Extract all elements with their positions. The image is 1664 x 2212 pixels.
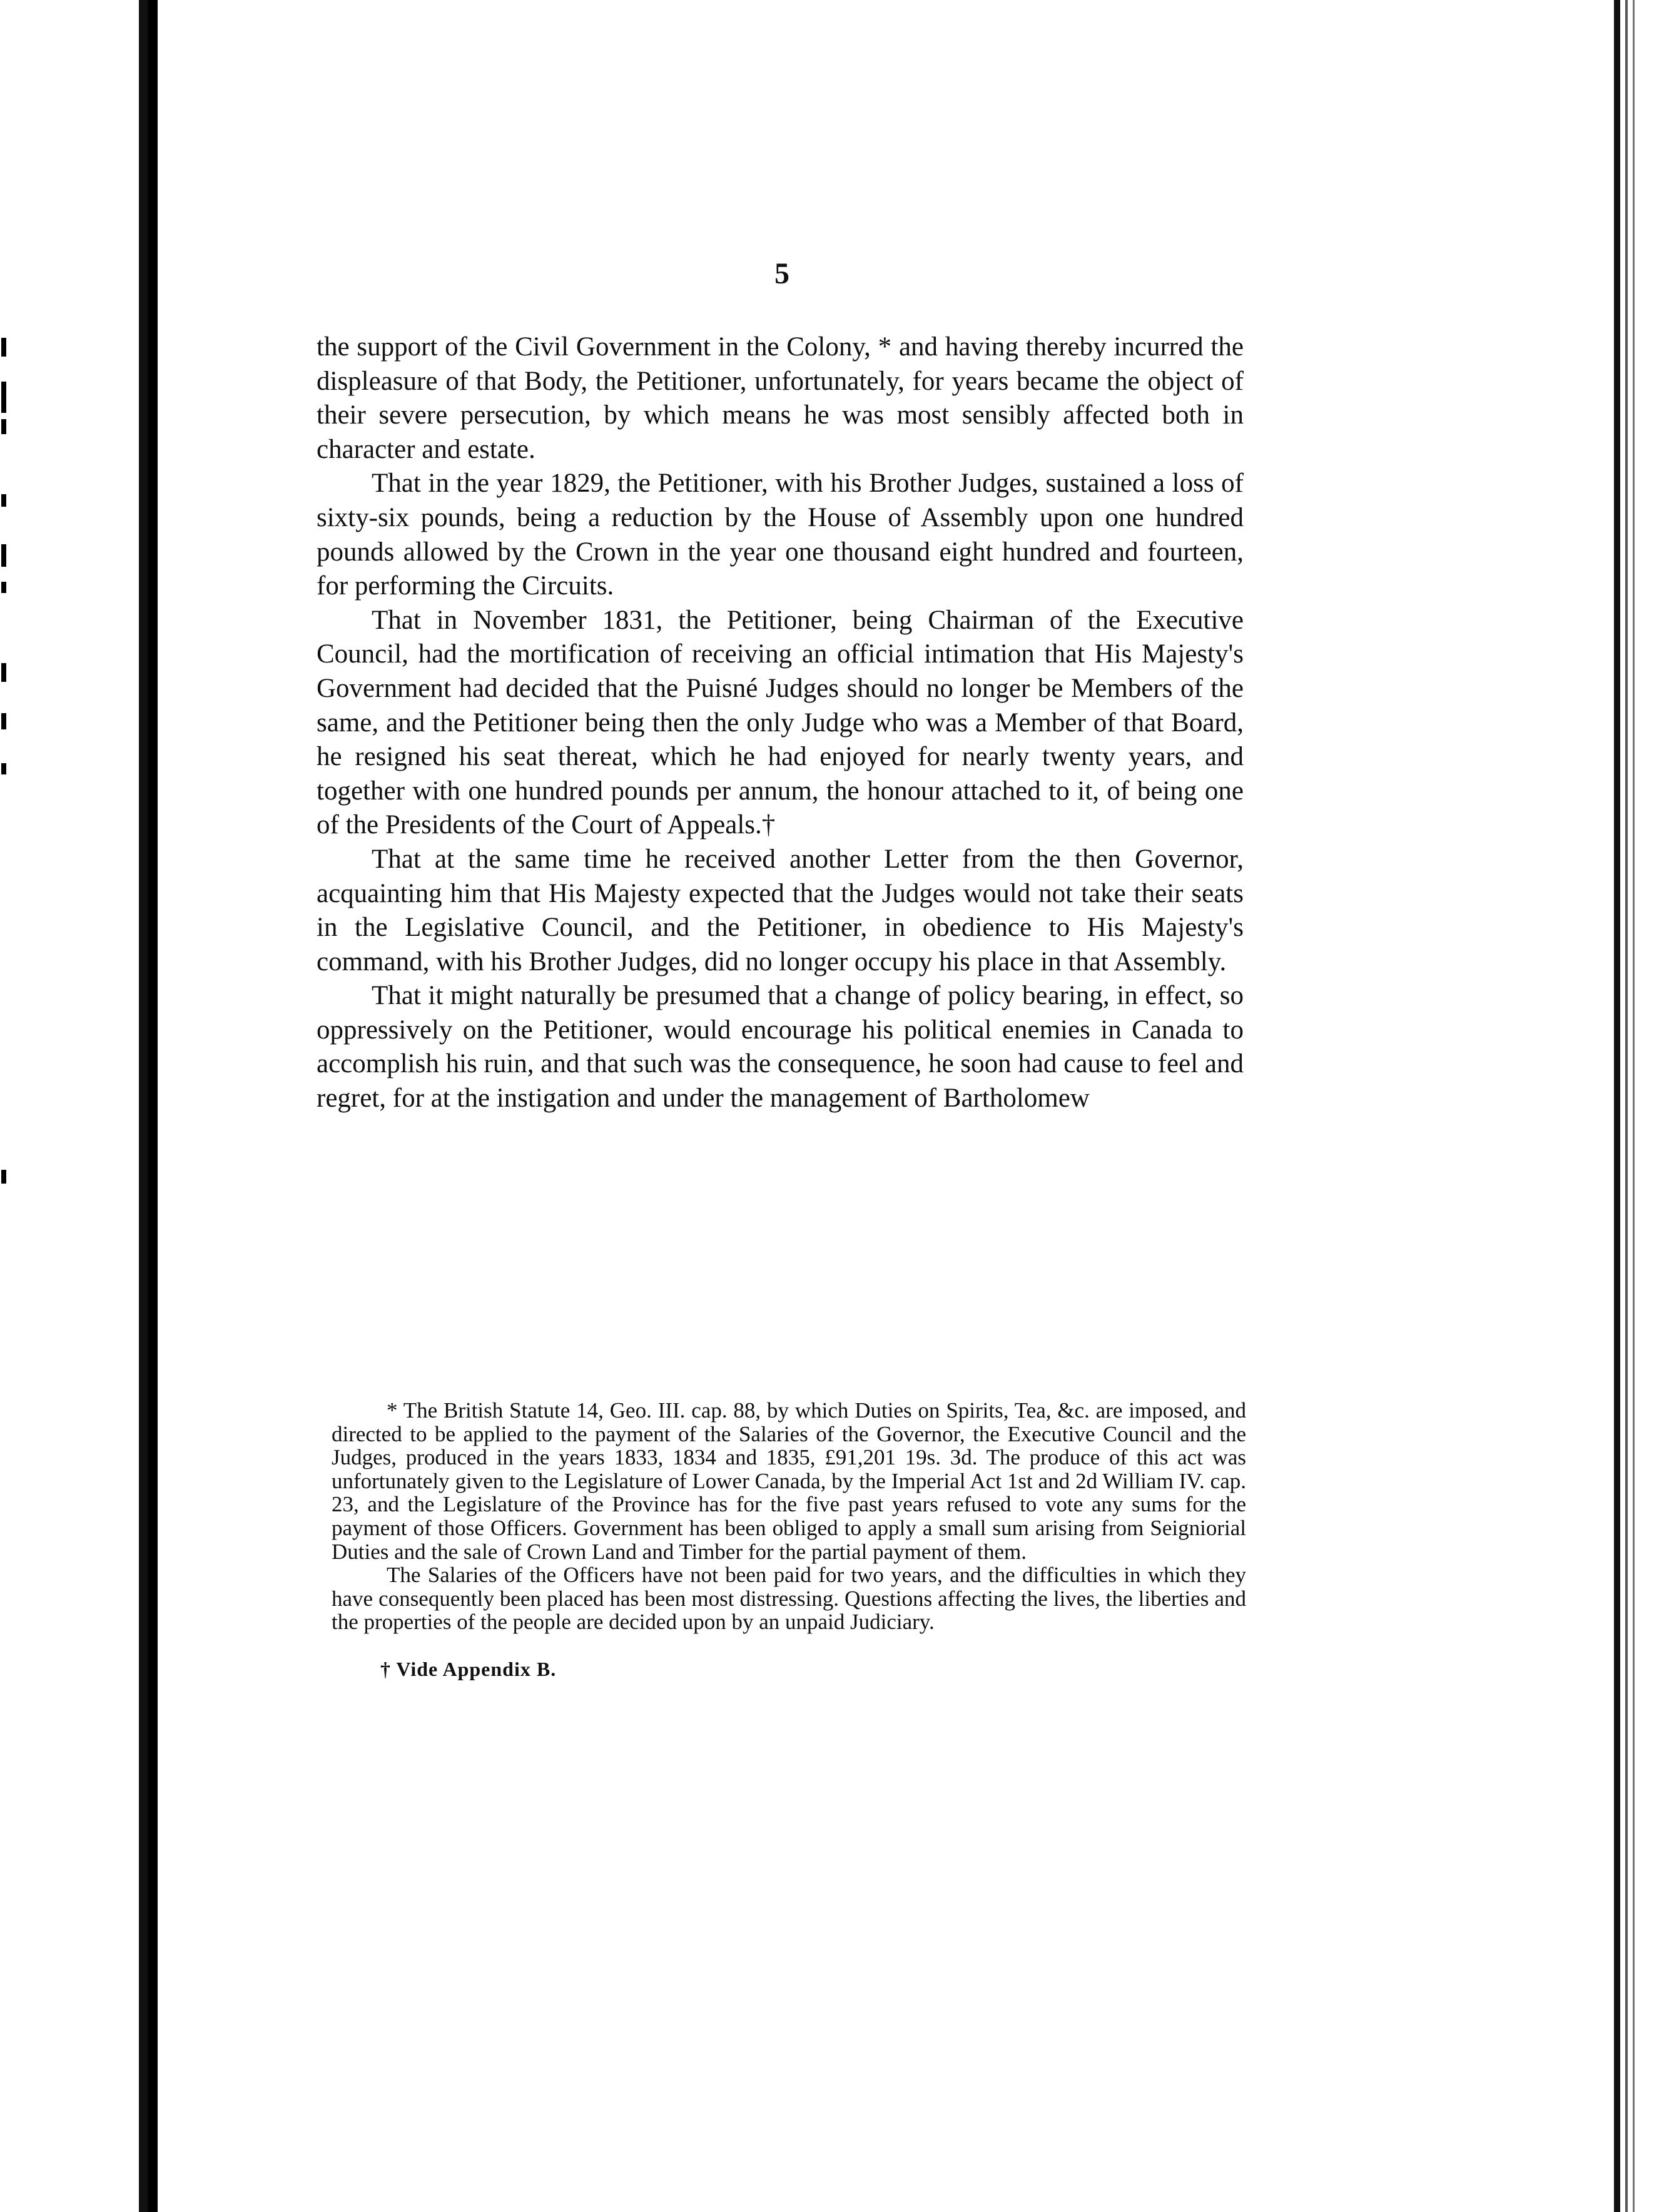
footnote: The Salaries of the Officers have not been paid for two years, and the difficulties in which they have consequently been placed has been most distressing. Questions affecting the lives, the liberties and the properties of the people are decided upon by an unpaid Judiciary. (332, 1563, 1246, 1635)
footnote-reference: † Vide Appendix B. (380, 1657, 557, 1680)
paragraph: That in the year 1829, the Petitioner, with his Brother Judges, sustained a loss of sixty-six pounds, being a reduction by the House of Assembly upon one hundred pounds allowed by the Crown in the year one thousand eight hundred and fourteen, for performing the Circuits. (317, 469, 1244, 601)
paragraph: the support of the Civil Government in the Colony, * and having thereby incurred the displeasure of that Body, the Petitioner, unfortunately, for years became the object of their severe persecution, by which means he was most sensibly affected both in character and estate. (317, 332, 1244, 464)
page-edge-line (1633, 0, 1635, 2212)
page-number: 5 (774, 257, 789, 290)
paragraph: That at the same time he received another Letter from the then Governor, acquainting him that His Majesty expected that the Judges would not take their seats in the Legislative Council, and the Petitioner, in obedience to His Majesty's command, with his Brother Judges, did no longer occupy his place in that Assembly. (317, 844, 1244, 977)
body-text (317, 330, 1244, 1116)
footnote: * The British Statute 14, Geo. III. cap. 88, by which Duties on Spirits, Tea, &c. are imposed, and directed to be applied to the payment of the Salaries of the Governor, the Executive Council and the Judges, produced in the years 1833, 1834 and 1835, £91,201 19s. 3d. The produce of this act was unfortunately given to the Legislature of Lower Canada, by the Imperial Act 1st and 2d William IV. cap. 23, and the Legislature of the Province has for the five past years refused to vote any sums for the payment of those Officers. Government has been obliged to apply a small sum arising from Seigniorial Duties and the sale of Crown Land and Timber for the partial payment of them. (332, 1398, 1246, 1564)
page-edge-line (1614, 0, 1620, 2212)
paragraph: That in November 1831, the Petitioner, being Chairman of the Executive Council, had the mortification of receiving an official intimation that His Majesty's Government had decided that the Puisné Judges should no longer be Members of the same, and the Petitioner being then the only Judge who was a Member of that Board, he resigned his seat thereat, which he had enjoyed for nearly twenty years, and together with one hundred pounds per annum, the honour attached to it, of being one of the Presidents of the Court of Appeals.† (317, 605, 1244, 840)
facing-page-edge-marks (0, 338, 19, 1276)
scan-margin-left (0, 0, 145, 2212)
paragraph: That it might naturally be presumed that a change of policy bearing, in effect, so oppressively on the Petitioner, would encourage his political enemies in Canada to accomplish his ruin, and that such was the consequence, he soon had cause to feel and regret, for at the instigation and under the management of Bartholomew (317, 981, 1244, 1114)
scan-page-edges-right (1614, 0, 1664, 2212)
binding-gutter-line (139, 0, 148, 2212)
footnotes (332, 1399, 1246, 1682)
page-edge-line (1625, 0, 1628, 2212)
